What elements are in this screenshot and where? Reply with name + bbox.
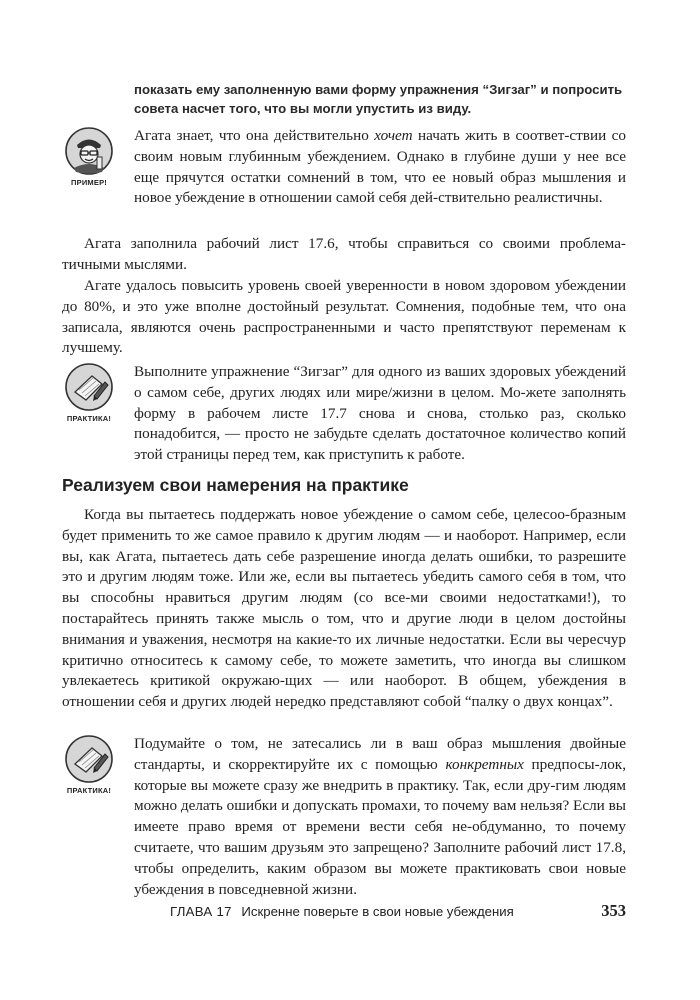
footer-title: Искренне поверьте в свои новые убеждения xyxy=(241,904,514,919)
example-callout xyxy=(56,126,626,230)
section-heading: Реализуем свои намерения на практике xyxy=(62,475,409,495)
practice-icon xyxy=(64,362,114,412)
example-label: ПРИМЕР! xyxy=(71,178,107,187)
practice-callout-2 xyxy=(56,734,626,898)
practice-icon xyxy=(64,734,114,784)
page-number: 353 xyxy=(601,901,626,920)
example-text: Агата знает, что она действительно хочет начать жить в соответ-ствии со своим новым глубинным убеждением. Однако в глубине души у нее все еще прячутся остатки сомнений в том, что ее новый образ мышления и новое убеждение в отношении самой себя дей-ствительно реалистичны. xyxy=(134,127,626,207)
paragraph-1: Агата заполнила рабочий лист 17.6, чтобы справиться со своими проблема-тичными мыслями. xyxy=(62,235,626,273)
paragraph-3: Когда вы пытаетесь поддержать новое убеждение о самом себе, целесоо-бразным будет применить то же самое правило к другим людям — и наоборот. Например, если вы, как Агата, пытаетесь дать себе разрешение иногда делать ошибки, то разрешите это и другим людям тоже. Или же, если вы пытаетесь убедить самого себя в том, что вы способны нравиться другим людям (со все-ми своими недостатками!), то постарайтесь принять также мысль о том, что и другие люди в целом достойны внимания и уважения, несмотря на какие-то их личные недостатки. Если вы чересчур критично относитесь к самому себе, то можете заметить, что иногда вы слишком увлекаетесь критикой окружаю-щих — или наоборот. В общем, убеждения в отношении себя и других людей нередко представляют собой “палку о двух концах”. xyxy=(62,506,626,711)
example-icon xyxy=(64,126,114,176)
practice-text-1: Выполните упражнение “Зигзаг” для одного из ваших здоровых убеждений о самом себе, других людях или мире/жизни в целом. Мо-жете заполнять форму в рабочем листе 17.7 снова и снова, столько раз, сколько понадобится, — просто не забудьте сделать достаточное количество копий этой страницы перед тем, как приступить к работе. xyxy=(134,363,626,464)
practice-text-2: Подумайте о том, не затесались ли в ваш образ мышления двойные стандарты, и скорректируйте их с помощью конкретных предпосы-лок, которые вы можете сразу же внедрить в практику. Так, если дру-гим людям можно делать ошибки и допускать промахи, то почему вам нельзя? Если вы имеете право время от времени вести себя не-обдуманно, то почему считаете, что вашим друзьям это запрещено? Заполните рабочий лист 17.8, чтобы определить, каким образом вы можете практиковать свои новые убеждения в повседневной жизни. xyxy=(134,735,626,898)
intro-paragraph: показать ему заполненную вами форму упражнения “Зигзаг” и попросить совета насчет того, что вы могли упустить из виду. xyxy=(134,82,623,116)
paragraph-2: Агате удалось повысить уровень своей уверенности в новом здоровом убеждении до 80%, и это уже вполне достойный результат. Сомнения, подобные тем, что она записала, являются очень распространенными и часто препятствуют переменам к лучшему. xyxy=(62,277,626,357)
footer-chapter: ГЛАВА 17 xyxy=(170,904,232,919)
practice-label-2: ПРАКТИКА! xyxy=(66,786,112,795)
practice-callout-1 xyxy=(56,362,626,466)
practice-label-1: ПРАКТИКА! xyxy=(66,414,112,423)
page-footer xyxy=(170,901,626,920)
